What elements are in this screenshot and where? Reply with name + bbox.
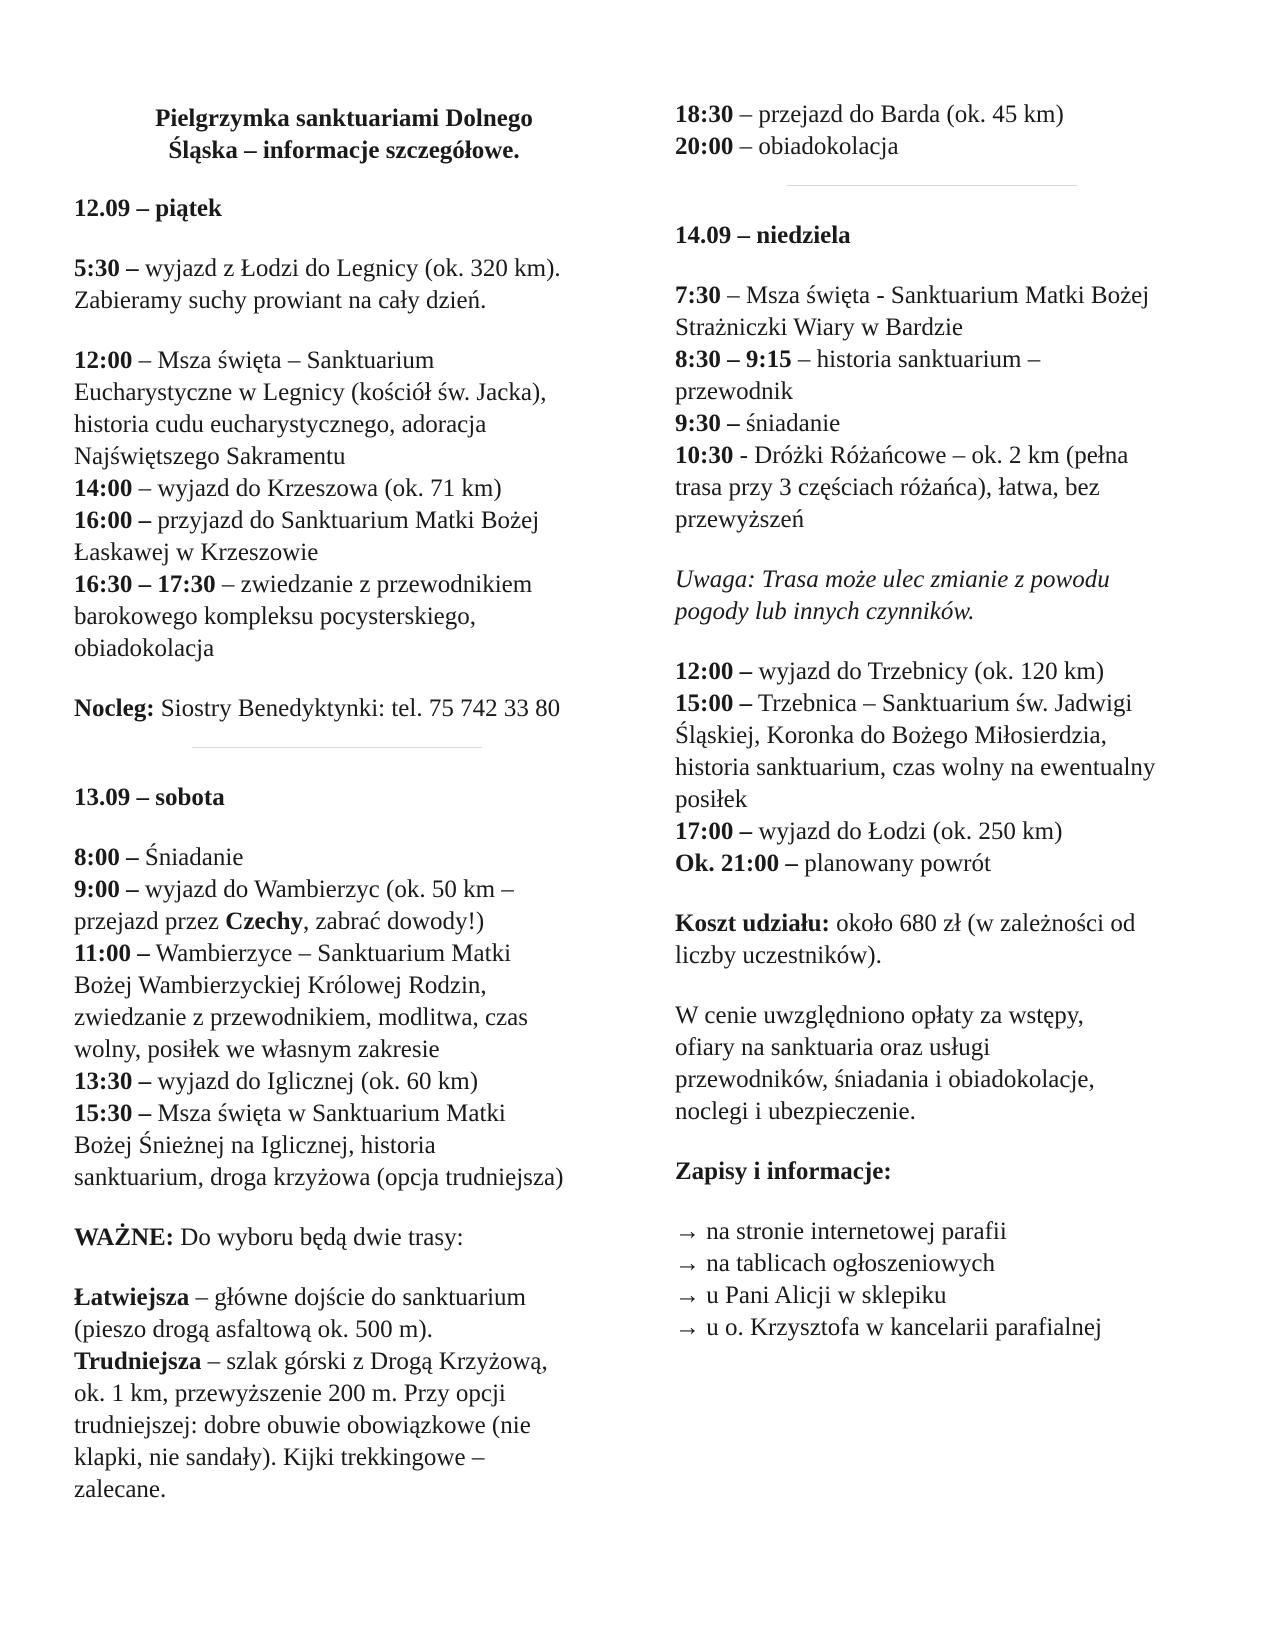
day-heading-saturday: 13.09 – sobota <box>74 784 225 811</box>
schedule-block <box>74 345 584 665</box>
item-text: Śniadanie <box>138 844 244 871</box>
item-text: Wambierzyce – Sanktuarium Matki Bożej Wambierzyckiej Królowej Rodzin, zwiedzanie z przewodnikiem, modlitwa, czas wolny, posiłek we własnym zakresie <box>74 940 528 1063</box>
cost-included: W cenie uwzględniono opłaty za wstępy, ofiary na sanktuaria oraz usługi przewodników, śniadania i obiadokolacje, noclegi i ubezpieczenie. <box>675 1002 1095 1125</box>
item-time: 18:30 <box>675 101 734 128</box>
left-column <box>74 103 614 1506</box>
day-heading-friday: 12.09 – piątek <box>74 195 222 222</box>
schedule-item <box>74 569 584 665</box>
section-divider <box>787 185 1077 186</box>
title-line-1: Pielgrzymka sanktuariami Dolnego <box>155 105 533 132</box>
item-text: wyjazd z Łodzi do Legnicy (ok. 320 km). Zabieramy suchy prowiant na cały dzień. <box>74 255 561 314</box>
signup-item: → na tablicach ogłoszeniowych <box>675 1250 996 1277</box>
item-time: 11:00 – <box>74 940 150 967</box>
lodging-info <box>74 693 574 725</box>
item-text: – Msza święta - Sanktuarium Matki Bożej Strażniczki Wiary w Bardzie <box>675 282 1150 341</box>
route-label: Łatwiejsza <box>74 1284 190 1311</box>
item-time: 5:30 – <box>74 255 139 282</box>
route-text: – szlak górski z Drogą Krzyżową, ok. 1 km, przewyższenie 200 m. Przy opcji trudniejszej: dobre obuwie obowiązkowe (nie klapki, nie sandały). Kijki trekkingowe – zalecane. <box>74 1348 548 1503</box>
schedule-item <box>675 816 1175 848</box>
item-time: 16:00 – <box>74 507 152 534</box>
item-text: śniadanie <box>739 410 841 437</box>
item-text: – historia sanktuarium – przewodnik <box>675 346 1041 405</box>
schedule-item <box>675 688 1175 816</box>
signup-item: → u o. Krzysztofa w kancelarii parafialnej <box>675 1314 1102 1341</box>
route-options <box>74 1282 574 1506</box>
item-emphasis: Czechy <box>225 908 304 935</box>
item-time: 8:00 – <box>74 844 139 871</box>
schedule-item <box>675 280 1155 344</box>
item-text: – Msza święta – Sanktuarium Eucharystyczne w Legnicy (kościół św. Jacka), historia cudu eucharystycznego, adoracja Najświętszego Sakramentu <box>74 347 547 470</box>
item-time: 7:30 <box>675 282 721 309</box>
item-time: 15:00 – <box>675 690 753 717</box>
item-time: 12:00 <box>74 347 133 374</box>
item-text: - Dróżki Różańcowe – ok. 2 km (pełna trasa przy 3 częściach różańca), łatwa, bez przewyższeń <box>675 442 1129 533</box>
item-time: 8:30 – 9:15 <box>675 346 792 373</box>
important-label: WAŻNE: <box>74 1224 175 1251</box>
schedule-item <box>74 505 584 569</box>
item-text: wyjazd do Łodzi (ok. 250 km) <box>752 818 1063 845</box>
item-time: Ok. 21:00 – <box>675 850 798 877</box>
schedule-item <box>675 131 1215 163</box>
route-label: Trudniejsza <box>74 1348 202 1375</box>
item-text: wyjazd do Trzebnicy (ok. 120 km) <box>752 658 1105 685</box>
item-time: 17:00 – <box>675 818 753 845</box>
schedule-item <box>74 938 564 1066</box>
signup-list <box>675 1216 1215 1344</box>
item-text: – wyjazd do Krzeszowa (ok. 71 km) <box>132 475 502 502</box>
schedule-item <box>74 874 564 938</box>
schedule-item <box>675 440 1155 536</box>
signup-item: → u Pani Alicji w sklepiku <box>675 1282 947 1309</box>
item-time: 9:30 – <box>675 410 740 437</box>
cost-info <box>675 908 1180 972</box>
item-time: 14:00 <box>74 475 133 502</box>
schedule-block <box>675 99 1215 163</box>
schedule-item <box>675 99 1215 131</box>
item-time: 10:30 <box>675 442 734 469</box>
schedule-block <box>675 280 1155 536</box>
schedule-item <box>74 345 584 473</box>
item-time: 16:30 – 17:30 <box>74 571 216 598</box>
item-text: wyjazd do Iglicznej (ok. 60 km) <box>151 1068 479 1095</box>
item-text: – przejazd do Barda (ok. 45 km) <box>733 101 1064 128</box>
item-time: 12:00 – <box>675 658 753 685</box>
schedule-item <box>74 473 584 505</box>
item-text: planowany powrót <box>797 850 991 877</box>
item-text: – obiadokolacja <box>733 133 899 160</box>
schedule-item <box>74 253 574 317</box>
route-change-note: Uwaga: Trasa może ulec zmianie z powodu pogody lub innych czynników. <box>675 566 1110 625</box>
schedule-item <box>74 1098 564 1194</box>
signup-heading: Zapisy i informacje: <box>675 1158 892 1185</box>
schedule-item <box>74 842 564 874</box>
route-text: – główne dojście do sanktuarium (pieszo drogą asfaltową ok. 500 m). <box>74 1284 526 1343</box>
schedule-block <box>675 656 1175 880</box>
item-text: Msza święta w Sanktuarium Matki Bożej Śnieżnej na Iglicznej, historia sanktuarium, droga krzyżowa (opcja trudniejsza) <box>74 1100 564 1191</box>
item-time: 20:00 <box>675 133 734 160</box>
lodging-text: Siostry Benedyktynki: tel. 75 742 33 80 <box>154 695 561 722</box>
schedule-item <box>675 656 1175 688</box>
item-text: , zabrać dowody!) <box>303 908 485 935</box>
item-text: wyjazd do Wambierzyc (ok. 50 km – przejazd przez <box>74 876 514 935</box>
cost-text: około 680 zł (w zależności od liczby uczestników). <box>675 910 1136 969</box>
item-time: 13:30 – <box>74 1068 152 1095</box>
lodging-label: Nocleg: <box>74 695 155 722</box>
cost-label: Koszt udziału: <box>675 910 830 937</box>
important-notice <box>74 1222 614 1254</box>
signup-item: → na stronie internetowej parafii <box>675 1218 1007 1245</box>
item-text: Trzebnica – Sanktuarium św. Jadwigi Śląskiej, Koronka do Bożego Miłosierdzia, historia sanktuarium, czas wolny na ewentualny posiłek <box>675 690 1156 813</box>
important-text: Do wyboru będą dwie trasy: <box>174 1224 464 1251</box>
item-time: 15:30 – <box>74 1100 152 1127</box>
document-title <box>74 103 614 167</box>
schedule-item <box>675 408 1155 440</box>
schedule-item <box>675 344 1155 408</box>
route-easy <box>74 1282 574 1346</box>
schedule-block <box>74 842 564 1194</box>
route-hard <box>74 1346 574 1506</box>
day-heading-sunday: 14.09 – niedziela <box>675 222 851 249</box>
item-text: – zwiedzanie z przewodnikiem barokowego kompleksu pocysterskiego, obiadokolacja <box>74 571 533 662</box>
item-text: przyjazd do Sanktuarium Matki Bożej Łaskawej w Krzeszowie <box>74 507 540 566</box>
schedule-item <box>675 848 1175 880</box>
item-time: 9:00 – <box>74 876 139 903</box>
schedule-item <box>74 1066 564 1098</box>
right-column <box>675 103 1215 1372</box>
title-line-2: Śląska – informacje szczegółowe. <box>168 137 520 164</box>
section-divider <box>192 747 482 748</box>
